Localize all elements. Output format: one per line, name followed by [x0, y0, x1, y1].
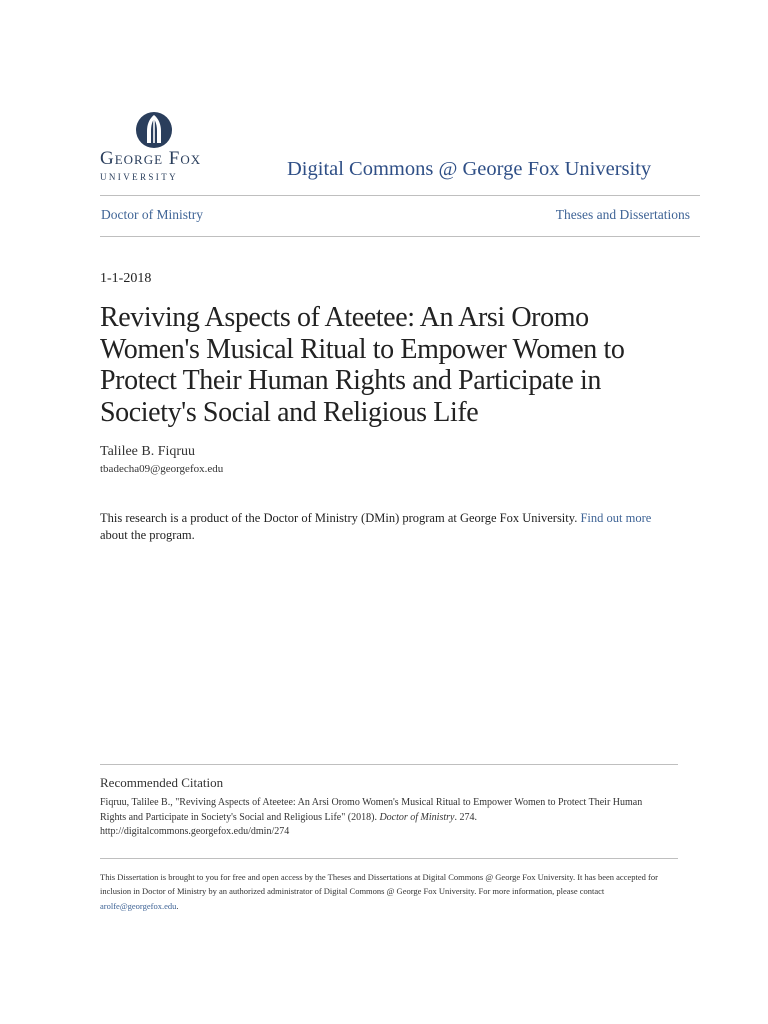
citation-text [100, 796, 670, 840]
document-title: Reviving Aspects of Ateetee: An Arsi Oromo Women's Musical Ritual to Empower Women to Protect Their Human Rights and Participate in Society's Social and Religious Life [100, 302, 625, 428]
nav-divider [100, 236, 700, 237]
repository-title-link[interactable]: Digital Commons @ George Fox University [287, 158, 652, 180]
university-logo[interactable] [100, 110, 212, 182]
citation-main: Fiqruu, Talilee B., "Reviving Aspects of Ateetee: An Arsi Oromo Women's Musical Ritual to Empower Women to Protect Their Human Rights and Participate in Society's Social and Religious Life" (2018). [100, 797, 643, 823]
publication-date: 1-1-2018 [100, 271, 152, 286]
contact-email-link[interactable]: arolfe@georgefox.edu [100, 900, 177, 911]
access-statement-text: This Dissertation is brought to you for free and open access by the Theses and Dissertations at Digital Commons @ George Fox University. It has been accepted for inclusion in Doctor of Ministry by an authorized administrator of Digital Commons @ George Fox University. For more information, please contact [100, 872, 658, 897]
citation-url[interactable]: http://digitalcommons.georgefox.edu/dmin/274 [100, 826, 290, 837]
citation-heading: Recommended Citation [100, 775, 224, 790]
author-name: Talilee B. Fiqruu [100, 444, 196, 459]
nav-link-doctor-of-ministry[interactable]: Doctor of Ministry [101, 207, 203, 222]
description-text-after: about the program. [100, 528, 195, 542]
nav-link-theses-and-dissertations[interactable]: Theses and Dissertations [555, 207, 690, 222]
description-text: This research is a product of the Doctor of Ministry (DMin) program at George Fox University. [100, 511, 578, 525]
find-out-more-link[interactable]: Find out more [580, 511, 652, 525]
author-email: tbadecha09@georgefox.edu [100, 463, 224, 475]
logo-name: George Fox [100, 148, 202, 169]
citation-series: Doctor of Ministry [379, 811, 455, 823]
top-divider [100, 195, 700, 196]
access-statement [100, 870, 670, 913]
university-seal-icon [134, 110, 174, 150]
citation-number: . 274. [454, 811, 477, 823]
access-statement-end: . [176, 900, 179, 911]
logo-subtitle: UNIVERSITY [100, 172, 178, 182]
citation-divider [100, 764, 678, 765]
footer-divider [100, 858, 678, 859]
program-description [100, 510, 680, 544]
